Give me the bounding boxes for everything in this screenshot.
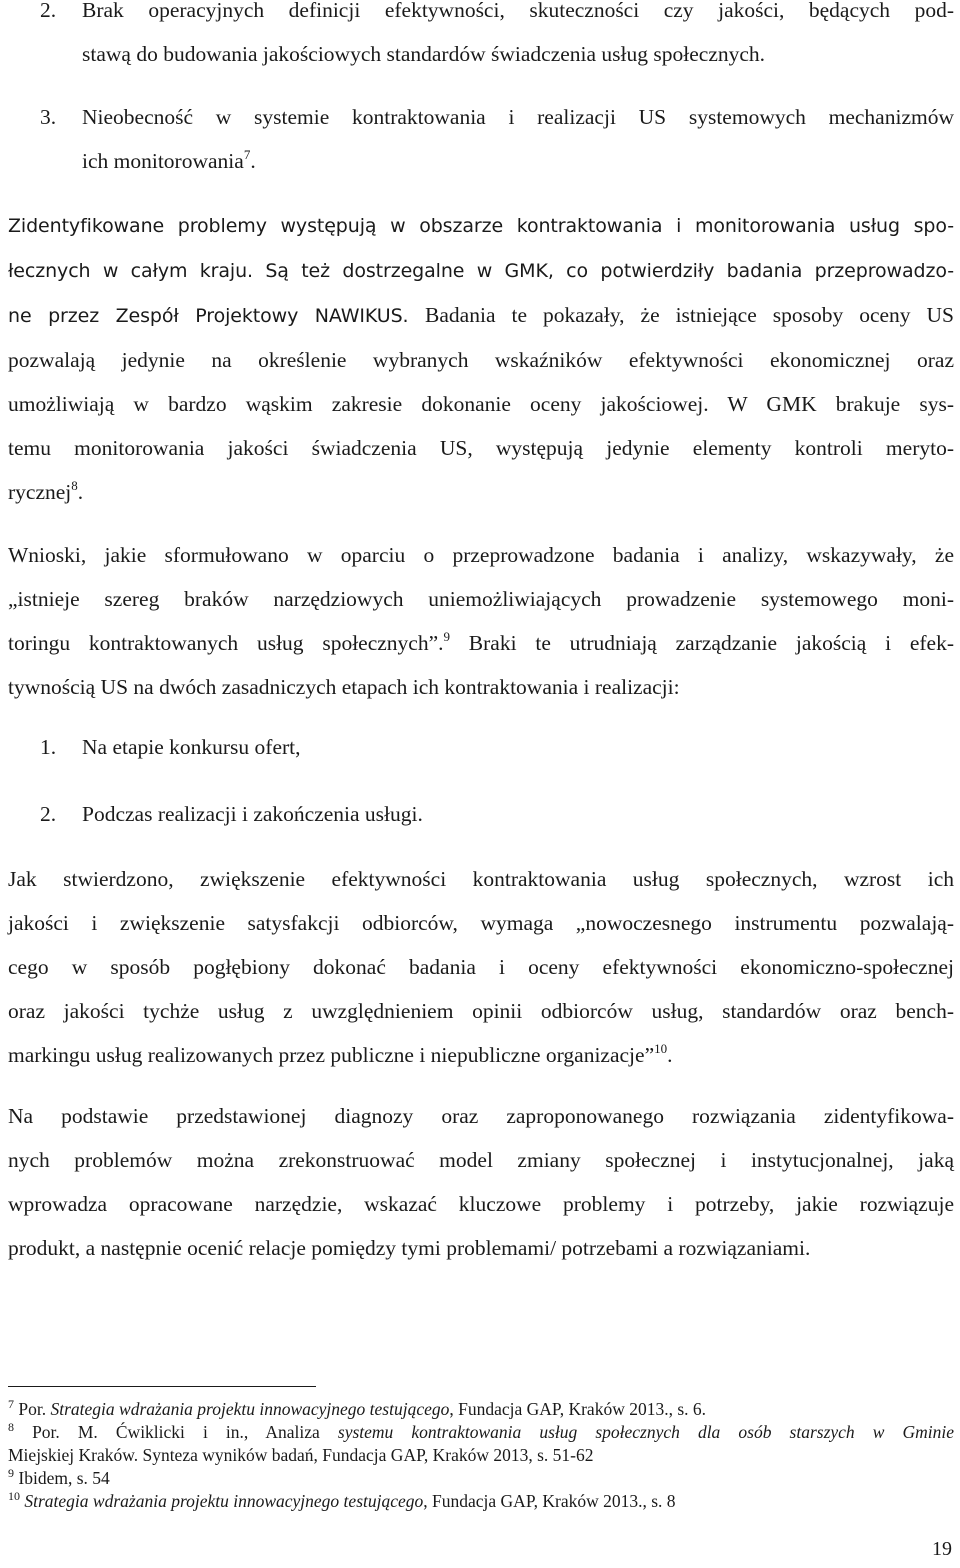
page-number: 19 [932,1538,952,1560]
list-item-text: Nieobecność w systemie kontraktowania i realizacji US systemowych mechanizmów ich monitorowania$^7$. [82,105,954,173]
footnote-9: $^9$ Ibidem, s. 54 [8,1466,110,1488]
paragraph: Wnioski, jakie sformułowano w oparciu o przeprowadzone badania i analizy, wskazywały, że „istnieje szereg braków narzędziowych uniemożliwiających prowadzenie systemowego moni- toringu kontraktowanych usług społecznych”.$^9$ Braki te utrudniają zarządzanie jakością i efek- tywnością US na dwóch zasadniczych etapach ich kontraktowania i realizacji: [8,543,954,699]
footnote-separator [8,1386,316,1387]
footnote-7: $^7$ Por. Strategia wdrażania projektu innowacyjnego testującego, Fundacja GAP, Kraków 2013., s. 6. [8,1397,707,1419]
paragraph: Jak stwierdzono, zwiększenie efektywności kontraktowania usług społecznych, wzrost ich jakości i zwiększenie satysfakcji odbiorców, wymaga „nowoczesnego instrumentu pozwalają- cego w sposób pogłębiony dokonać badania i oceny efektywności ekonomiczno-społecznej oraz jakości tychże usług z uwzględnieniem opinii odbiorców usług, standardów oraz bench- markingu usług realizowanych przez publiczne i niepubliczne organizacje”$^{10}$. [8,867,954,1067]
footnote-8-continued: Miejskiej Kraków. Synteza wyników badań, Fundacja GAP, Kraków 2013, s. 51-62 [8,1445,594,1465]
list-item-text: Podczas realizacji i zakończenia usługi. [82,802,423,826]
list-number: 2. [40,0,57,22]
list-number: 1. [40,735,57,759]
list-number: 2. [40,802,57,826]
list-item-text: Na etapie konkursu ofert, [82,735,301,759]
footnote-10: $^{10}$ Strategia wdrażania projektu innowacyjnego testującego, Fundacja GAP, Kraków 2013., s. 8 [8,1489,676,1511]
paragraph: Zidentyfikowane problemy występują w obszarze kontraktowania i monitorowania usług spo- łecznych w całym kraju. Są też dostrzegalne w GMK, co potwierdziły badania przeprowadzo- ne przez Zespół Projektowy NAWIKUS. Badania te pokazały, że istniejące sposoby oceny US pozwalają jedynie na określenie wybranych wskaźników efektywności ekonomicznej oraz umożliwiają w bardzo wąskim zakresie dokonanie oceny jakościowej. W GMK brakuje sys- temu monitorowania jakości świadczenia US, występują jedynie elementy kontroli meryto- rycznej$^8$. [8,215,955,504]
footnote-ref: 9 [443,629,451,644]
list-item-text: Brak operacyjnych definicji efektywności, skuteczności czy jakości, będących pod- stawą do budowania jakościowych standardów świadczenia usług społecznych. [82,0,954,66]
footnote-ref: 10 [654,1041,668,1056]
footnote-ref: 8 [71,478,78,493]
paragraph: Na podstawie przedstawionej diagnozy oraz zaproponowanego rozwiązania zidentyfikowa- nych problemów można zrekonstruować model zmiany społecznej i instytucjonalnej, jaką wprowadza opracowane narzędzie, wskazać kluczowe problemy i potrzeby, jakie rozwiązuje produkt, a następnie ocenić relacje pomiędzy tymi problemami/ potrzebami a rozwiązaniami. [8,1104,954,1260]
list-number: 3. [40,105,57,129]
footnote-ref: 7 [243,147,251,162]
footnote-8: $^8$ Por. M. Ćwiklicki i in., Analiza systemu kontraktowania usług społecznych dla osób starszych w Gminie [8,1420,955,1442]
footnotes [8,1398,954,1513]
